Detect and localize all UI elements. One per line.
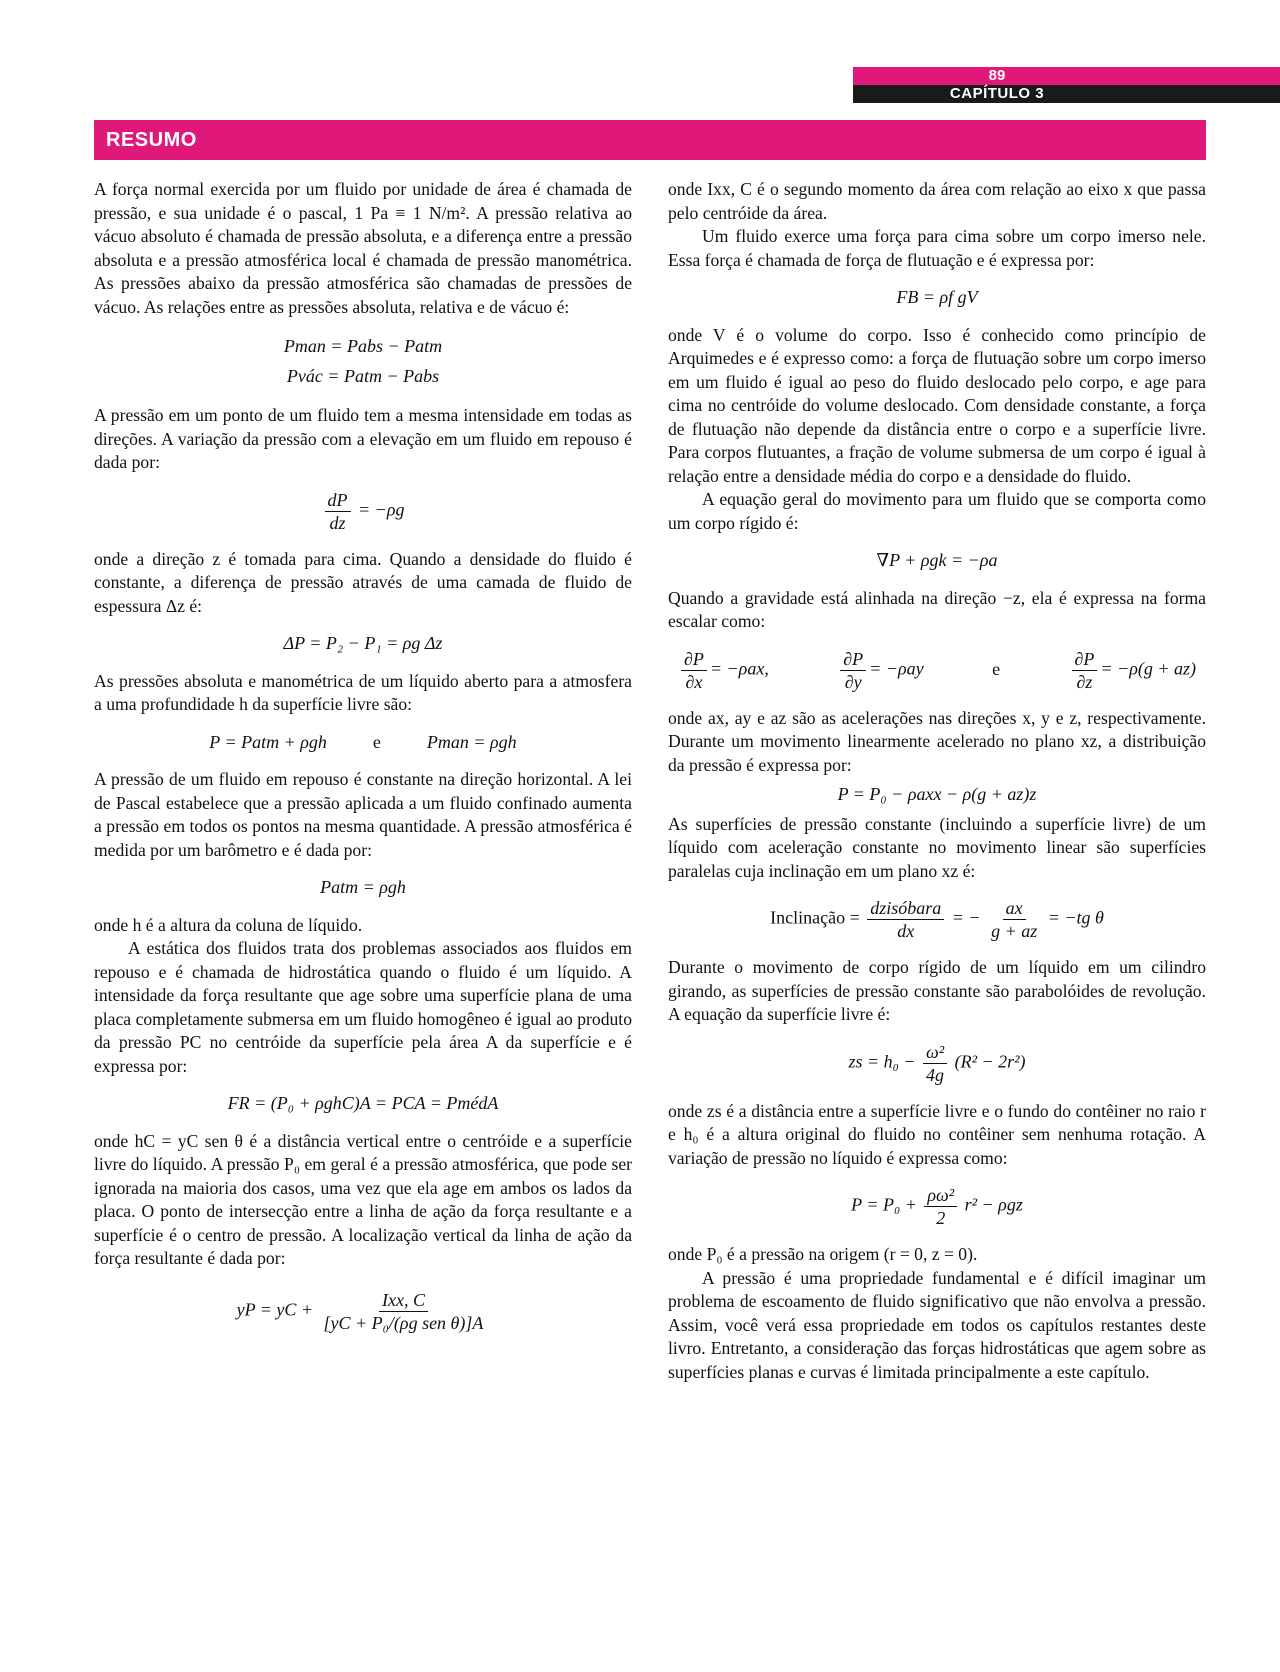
eq-numerator: ω²: [923, 1041, 947, 1064]
paragraph: onde Ixx, C é o segundo momento da área com relação ao eixo x que passa pelo centróide da área.: [668, 179, 1206, 223]
eq-conj: e: [372, 731, 381, 752]
paragraph: A força normal exercida por um fluido por unidade de área é chamada de pressão, e sua unidade é o pascal, 1 Pa ≡ 1 N/m². A pressão relativa ao vácuo absoluto é chamada de pressão absoluta, e a diferença entre a pressão absoluta e a pressão atmosférica local é chamada de pressão manométrica. As pressões abaixo da pressão atmosférica são chamadas de pressões de vácuo. As relações entre as pressões absoluta, relativa e de vácuo é:: [94, 179, 632, 317]
right-column: [668, 178, 1206, 1384]
equation: [94, 1289, 632, 1334]
left-column: [94, 178, 632, 1348]
equation: [668, 897, 1206, 942]
eq-denominator: ∂y: [844, 671, 862, 692]
eq-denominator: g + az: [991, 921, 1038, 941]
paragraph: A estática dos fluidos trata dos problemas associados aos fluidos em repouso e é chamada de hidrostática quando o fluido é um líquido. A intensidade da força resultante que age sobre uma superfície plana de uma placa completamente submersa em um fluido homogêneo é igual ao produto da pressão PC no centróide da superfície pela área A da superfície e é expressa por:: [94, 938, 632, 1076]
paragraph: onde zs é a distância entre a superfície livre e o fundo do contêiner no raio r e h₀ é a altura original do fluido no contêiner sem nenhuma rotação. A variação de pressão no líquido é expressa como:: [668, 1100, 1206, 1168]
eq-op: = −: [951, 907, 981, 928]
eq-lhs: yP = yC +: [236, 1299, 314, 1320]
eq-rhs: (R² − 2r²): [954, 1051, 1026, 1072]
equation: [668, 1041, 1206, 1086]
paragraph: onde hC = yC sen θ é a distância vertical entre o centróide e a superfície livre do líquido. A pressão P₀ em geral é a pressão atmosférica, que pode ser ignorada na maioria dos casos, uma vez que ela age em ambos os lados da placa. O ponto de intersecção entre a linha de ação da força resultante e a superfície é o centro de pressão. A localização vertical da linha de ação da força resultante é dada por:: [94, 1130, 632, 1268]
page-number: 89: [853, 67, 1280, 85]
equation: FB = ρf gV: [896, 287, 978, 307]
eq-numerator: ρω²: [924, 1184, 957, 1207]
paragraph: A pressão de um fluido em repouso é constante na direção horizontal. A lei de Pascal estabelece que a pressão aplicada a um fluido confinado aumenta a pressão em todos os pontos na mesma quantidade. A pressão atmosférica é medida por um barômetro e é dada por:: [94, 769, 632, 860]
chapter-label: CAPÍTULO 3: [853, 85, 1280, 103]
eq-denominator: [yC + P₀/(ρg sen θ)]A: [323, 1312, 484, 1333]
eq-denominator: dx: [897, 921, 915, 941]
eq-rhs: = −ρ(g + az): [1100, 658, 1196, 679]
paragraph: As superfícies de pressão constante (incluindo a superfície livre) de um líquido com aceleração constante no movimento linear são superfícies paralelas cuja inclinação em um plano xz é:: [668, 813, 1206, 881]
eq-denominator: 4g: [926, 1064, 945, 1085]
eq-rhs: = −ρg: [358, 499, 405, 520]
eq-rhs: = −ρax,: [709, 658, 769, 679]
paragraph: Durante o movimento de corpo rígido de um líquido em um cilindro girando, as superfícies de pressão constante são parabolóides de revolução. A equação da superfície livre é:: [668, 957, 1206, 1024]
equation: [94, 731, 632, 755]
eq-numerator: ∂P: [681, 648, 707, 671]
paragraph: onde P₀ é a pressão na origem (r = 0, z = 0).: [668, 1244, 978, 1264]
eq-part: Pman = ρgh: [426, 731, 517, 752]
equation: Pman = Pabs − Patm: [283, 336, 443, 356]
paragraph: onde a direção z é tomada para cima. Quando a densidade do fluido é constante, a diferença de pressão através de uma camada de fluido de espessura Δz é:: [94, 548, 632, 616]
eq-denominator: ∂z: [1076, 671, 1093, 692]
eq-numerator: dzisóbara: [867, 897, 944, 920]
equation: P = P₀ − ρaxx − ρ(g + az)z: [837, 784, 1037, 804]
equation: ∇P + ρgk = −ρa: [876, 550, 998, 570]
eq-denominator: dz: [329, 512, 346, 533]
eq-part: P = Patm + ρgh: [209, 731, 327, 752]
eq-numerator: dP: [325, 489, 351, 512]
equation: [668, 1184, 1206, 1229]
eq-lhs: zs = h₀ −: [848, 1051, 916, 1072]
eq-rhs: = −ρay: [869, 658, 924, 679]
paragraph: A pressão é uma propriedade fundamental e é difícil imaginar um problema de escoamento de fluido significativo que não envolva a pressão. Assim, você verá essa propriedade em todos os capítulos restantes deste livro. Entretanto, a consideração das forças hidrostáticas que agem sobre as superfícies planas e curvas é limitada principalmente a este capítulo.: [668, 1267, 1206, 1382]
paragraph: Um fluido exerce uma força para cima sobre um corpo imerso nele. Essa força é chamada de força de flutuação e é expressa por:: [668, 226, 1206, 270]
equation: Pvác = Patm − Pabs: [286, 365, 440, 386]
eq-rhs: = −tg θ: [1047, 907, 1104, 928]
paragraph: onde ax, ay e az são as acelerações nas direções x, y e z, respectivamente. Durante um movimento linearmente acelerado no plano xz, a distribuição da pressão é expressa por:: [668, 707, 1206, 775]
equation: Patm = ρgh: [320, 877, 406, 897]
section-title: RESUMO: [106, 129, 197, 151]
paragraph: onde h é a altura da coluna de líquido.: [94, 914, 363, 935]
eq-rhs: r² − ρgz: [964, 1194, 1023, 1215]
eq-label: Inclinação =: [770, 907, 860, 928]
paragraph: A equação geral do movimento para um fluido que se comporta como um corpo rígido é:: [668, 489, 1206, 533]
equation: ΔP = P₂ − P₁ = ρg Δz: [283, 633, 443, 653]
page-header: [853, 67, 1280, 105]
paragraph: As pressões absoluta e manométrica de um líquido aberto para a atmosfera a uma profundidade h da superfície livre são:: [94, 670, 632, 714]
paragraph: A pressão em um ponto de um fluido tem a mesma intensidade em todas as direções. A variação da pressão com a elevação em um fluido em repouso é dada por:: [94, 405, 632, 472]
eq-conj: e: [992, 659, 1001, 680]
eq-numerator: ax: [1003, 897, 1026, 920]
eq-denominator: 2: [936, 1208, 946, 1228]
paragraph: Quando a gravidade está alinhada na direção −z, ela é expressa na forma escalar como:: [668, 587, 1206, 631]
equation: FR = (P₀ + ρghC)A = PCA = PmédA: [227, 1093, 499, 1113]
eq-lhs: P = P₀ +: [851, 1194, 917, 1215]
equation: [94, 489, 632, 534]
eq-numerator: Ixx, C: [379, 1289, 428, 1312]
equation: [668, 648, 1206, 693]
section-header-bar: [94, 120, 1206, 160]
eq-numerator: ∂P: [840, 648, 866, 671]
eq-numerator: ∂P: [1072, 648, 1098, 671]
paragraph: onde V é o volume do corpo. Isso é conhecido como princípio de Arquimedes e é expresso como: a força de flutuação sobre um corpo imerso em um fluido é igual ao peso do fluido deslocado pelo corpo, e age para cima no centróide do volume deslocado. Com densidade constante, a força de flutuação não depende da distância entre o corpo e a superfície livre. Para corpos flutuantes, a fração de volume submersa de um corpo é igual à relação entre a densidade média do corpo e a densidade do fluido.: [668, 324, 1206, 486]
eq-denominator: ∂x: [685, 671, 703, 692]
